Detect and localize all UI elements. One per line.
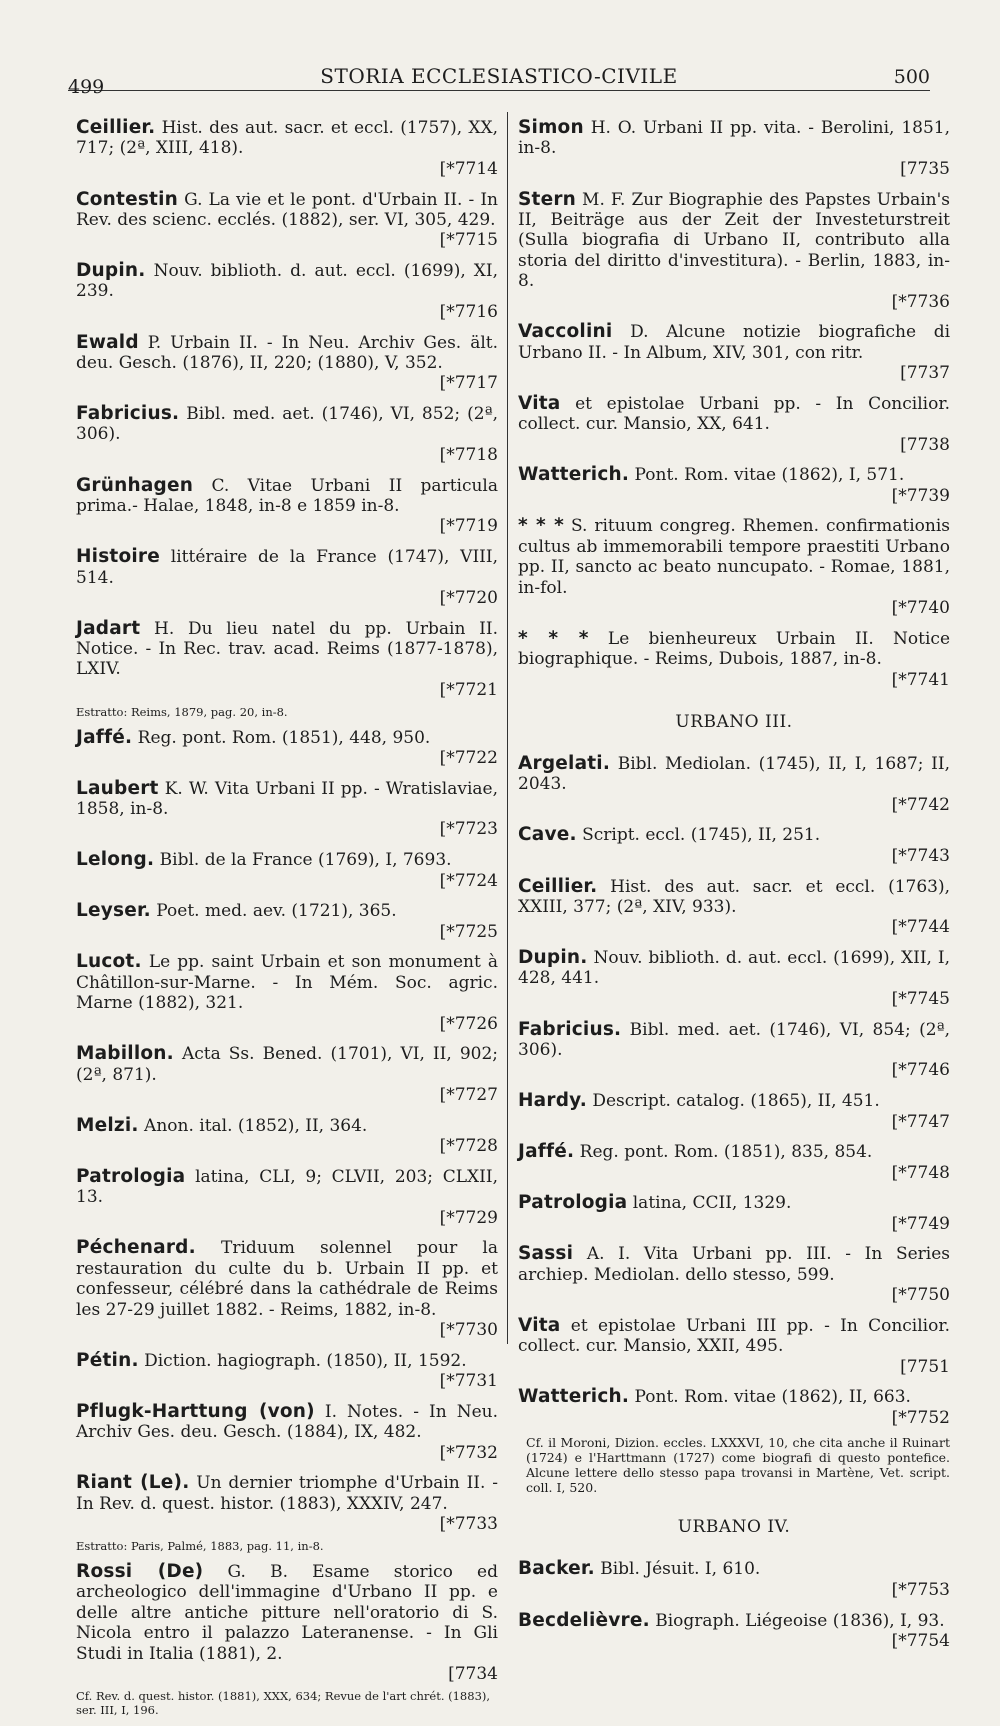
- entry-author: Watterich.: [518, 464, 630, 486]
- entry-author: Dupin.: [76, 260, 146, 282]
- entry-text: K. W. Vita Urbani II pp. - Wratislaviae, 1858, in-8.: [76, 778, 498, 820]
- entry-text: Poet. med. aev. (1721), 365.: [156, 901, 397, 922]
- entry-author: Histoire: [76, 546, 161, 568]
- entry-text: G. B. Esame storico ed archeologico dell'immagine d'Urbano II pp. e delle altre antiche pitture nell'oratorio di S. Nicola entro il palazzo Lateranense. - In Gli Studi in Italia (1881), 2.: [76, 1561, 498, 1664]
- entry-text: S. rituum congreg. Rhemen. confirmationis cultus ab immemorabili tempore praestiti Urbano pp. II, sancto ac beato nuncupato. - Romae, 1881, in-fol.: [518, 516, 951, 598]
- entry-reference-number: [*7739: [891, 485, 950, 506]
- entry-reference-number: [*7744: [891, 917, 950, 938]
- entry-author: Laubert: [76, 777, 159, 799]
- entry-text: C. Vitae Urbani II particula prima.- Halae, 1848, in-8 e 1859 in-8.: [76, 475, 498, 516]
- entry-author: Vita: [518, 392, 561, 414]
- entry-reference-number: [*7728: [439, 1136, 498, 1157]
- entry-text: M. F. Zur Biographie des Papstes Urbain's II, Beiträge aus der Zeit der Investeturstreit (Sulla biografia di Urbano II, contributo alla storia del diritto d'investitura). - Berlin, 1883, in-8.: [518, 189, 951, 292]
- entry-reference-number: [*7720: [439, 587, 498, 608]
- entry-reference-number: [7734: [448, 1663, 498, 1684]
- bibliography-entry: [518, 118, 950, 179]
- entry-author: Vita: [518, 1314, 561, 1336]
- entry-reference-number: [*7714: [439, 158, 498, 179]
- entry-text: littéraire de la France (1747), VIII, 514.: [76, 547, 498, 588]
- bibliography-entry: [518, 825, 950, 866]
- entry-note: Estratto: Paris, Palmé, 1883, pag. 11, in-8.: [76, 1538, 324, 1553]
- entry-author: Dupin.: [518, 947, 588, 969]
- entry-author: Becdelièvre.: [518, 1609, 650, 1631]
- entry-reference-number: [*7730: [439, 1320, 498, 1341]
- entry-author: Backer.: [518, 1558, 595, 1580]
- bibliography-entry: [518, 1244, 950, 1305]
- bibliography-entry: [518, 322, 950, 383]
- entry-reference-number: [*7736: [891, 291, 950, 312]
- entry-author: Péchenard.: [76, 1237, 196, 1259]
- bibliography-entry: [76, 118, 498, 179]
- entry-author: Simon: [518, 117, 584, 138]
- bibliography-entry: [518, 1020, 950, 1081]
- bibliography-entry: [76, 779, 498, 840]
- bibliography-entry: [518, 1142, 950, 1183]
- entry-author: Ewald: [76, 331, 139, 353]
- running-title: STORIA ECCLESIASTICO-CIVILE: [320, 64, 678, 88]
- entry-text: Bibl. Mediolan. (1745), II, I, 1687; II, 2043.: [518, 753, 951, 795]
- entry-reference-number: [*7753: [891, 1579, 950, 1600]
- bibliography-entry: [518, 190, 950, 312]
- entry-reference-number: [*7715: [439, 230, 498, 251]
- bibliography-entry: [76, 404, 498, 465]
- bibliography-entry: [76, 333, 498, 394]
- entry-reference-number: [*7725: [439, 921, 498, 942]
- entry-author: Fabricius.: [76, 403, 180, 425]
- entry-author: Jaffé.: [518, 1141, 575, 1163]
- entry-reference-number: [7751: [900, 1356, 950, 1377]
- entry-reference-number: [*7748: [891, 1162, 950, 1183]
- entry-author: Fabricius.: [518, 1018, 622, 1040]
- bibliography-entry: [76, 1044, 498, 1105]
- bibliography-entry: [518, 754, 950, 815]
- entry-reference-number: [*7750: [891, 1285, 950, 1306]
- entry-author: Ceillier.: [518, 875, 598, 897]
- entry-text: Acta Ss. Bened. (1701), VI, II, 902; (2ª, 871).: [76, 1044, 498, 1085]
- entry-author: Lucot.: [76, 951, 142, 973]
- bibliography-entry: [518, 516, 950, 618]
- entry-author: Jadart: [76, 617, 141, 639]
- entry-reference-number: [*7716: [439, 301, 498, 322]
- running-header: [68, 58, 930, 98]
- entry-reference-number: [7735: [900, 158, 950, 179]
- entry-reference-number: [*7749: [891, 1213, 950, 1234]
- entry-reference-number: [*7746: [891, 1060, 950, 1081]
- entry-text: Bibl. med. aet. (1746), VI, 854; (2ª, 306).: [518, 1019, 951, 1060]
- entry-author: Hardy.: [518, 1090, 587, 1112]
- urbano-iii-entries: [518, 754, 950, 1428]
- entry-reference-number: [*7727: [439, 1085, 498, 1106]
- entry-reference-number: [*7747: [891, 1111, 950, 1132]
- bibliography-entry: [76, 901, 498, 942]
- bibliography-entry: [76, 619, 498, 701]
- bibliography-entry: [76, 1238, 498, 1340]
- left-column: [76, 118, 498, 1726]
- entry-text: Nouv. biblioth. d. aut. eccl. (1699), XI, 239.: [76, 261, 499, 302]
- entry-author: Lelong.: [76, 849, 155, 871]
- entry-text: Descript. catalog. (1865), II, 451.: [592, 1091, 880, 1112]
- column-divider: [507, 112, 508, 1344]
- bibliography-entry: [518, 877, 950, 938]
- bibliography-entry: [76, 1116, 498, 1157]
- entry-text: Script. eccl. (1745), II, 251.: [582, 825, 821, 846]
- bibliography-entry: [76, 1351, 498, 1392]
- bibliography-entry: [518, 629, 950, 690]
- urbano-iii-note: Cf. il Moroni, Dizion. eccles. LXXXVI, 10, che cita anche il Ruinart (1724) e l'Harttmann (1727) come biografi di questo pontefice. Alcune lettere dello stesso papa trovansi in Martène, Vet. script. coll. I, 520.: [526, 1434, 950, 1496]
- bibliography-entry: [76, 1167, 498, 1228]
- entry-author: Ceillier.: [76, 117, 156, 138]
- entry-text: Reg. pont. Rom. (1851), 448, 950.: [137, 727, 431, 748]
- bibliography-entry: [76, 476, 498, 537]
- entry-author: Jaffé.: [76, 726, 133, 748]
- section-heading-urbano-iii: URBANO III.: [675, 711, 793, 732]
- entry-reference-number: [*7731: [439, 1371, 498, 1392]
- entry-author: Mabillon.: [76, 1043, 174, 1065]
- entry-author: Argelati.: [518, 752, 611, 774]
- entry-text: Nouv. biblioth. d. aut. eccl. (1699), XII, I, 428, 441.: [518, 948, 950, 989]
- bibliography-entry: [76, 261, 498, 322]
- entry-author: Rossi (De): [76, 1560, 204, 1582]
- entry-reference-number: [*7729: [439, 1207, 498, 1228]
- entry-reference-number: [*7724: [439, 870, 498, 891]
- entry-reference-number: [*7726: [439, 1013, 498, 1034]
- right-column: [518, 118, 950, 1662]
- entry-reference-number: [*7719: [439, 516, 498, 537]
- entry-author: * * *: [518, 627, 589, 649]
- entry-author: * * *: [518, 515, 564, 537]
- bibliography-entry: [76, 1473, 498, 1534]
- entry-reference-number: [7738: [900, 434, 950, 455]
- bibliography-entry: [76, 1402, 498, 1463]
- entry-author: Pflugk-Harttung (von): [76, 1400, 315, 1422]
- entry-text: P. Urbain II. - In Neu. Archiv Ges. ält. deu. Gesch. (1876), II, 220; (1880), V, 352.: [76, 332, 498, 373]
- entry-text: Bibl. de la France (1769), I, 7693.: [159, 850, 452, 871]
- entry-reference-number: [*7740: [891, 598, 950, 619]
- entry-text: latina, CLI, 9; CLVII, 203; CLXII, 13.: [76, 1166, 498, 1208]
- bibliography-entry: [518, 948, 950, 1009]
- entry-author: Leyser.: [76, 900, 151, 922]
- entry-text: Anon. ital. (1852), II, 364.: [144, 1115, 368, 1136]
- entry-text: Biograph. Liégeoise (1836), I, 93.: [655, 1610, 945, 1631]
- entry-text: G. La vie et le pont. d'Urbain II. - In Rev. des scienc. ecclés. (1882), ser. VI, 305, 429.: [76, 189, 498, 230]
- entry-reference-number: [*7754: [891, 1630, 950, 1651]
- entry-text: Le bienheureux Urbain II. Notice biographique. - Reims, Dubois, 1887, in-8.: [518, 628, 951, 670]
- entry-text: D. Alcune notizie biografiche di Urbano II. - In Album, XIV, 301, con ritr.: [518, 322, 951, 363]
- entry-text: Diction. hagiograph. (1850), II, 1592.: [144, 1350, 467, 1371]
- entry-author: Grünhagen: [76, 474, 194, 496]
- urbano-iv-entries: [518, 1559, 950, 1651]
- entry-reference-number: [*7733: [439, 1514, 498, 1535]
- bibliography-entry: [518, 1316, 950, 1377]
- bibliography-entry: [76, 547, 498, 608]
- bibliography-entry: [518, 1387, 950, 1428]
- entry-reference-number: [*7718: [439, 444, 498, 465]
- entry-text: et epistolae Urbani pp. - In Concilior. collect. cur. Mansio, XX, 641.: [518, 393, 950, 435]
- entry-text: Bibl. med. aet. (1746), VI, 852; (2ª, 306).: [76, 404, 499, 445]
- page-number-left: 499: [68, 76, 105, 98]
- entry-reference-number: [*7742: [891, 794, 950, 815]
- bibliography-entry: [76, 190, 498, 251]
- entry-author: Melzi.: [76, 1114, 139, 1136]
- entry-reference-number: [*7752: [891, 1407, 950, 1428]
- entry-reference-number: [*7745: [891, 988, 950, 1009]
- entry-text: latina, CCII, 1329.: [632, 1193, 792, 1214]
- bibliography-entry: [518, 465, 950, 506]
- entry-reference-number: [*7717: [439, 373, 498, 394]
- entry-text: H. O. Urbani II pp. vita. - Berolini, 1851, in-8.: [518, 118, 950, 159]
- entry-reference-number: [*7721: [439, 679, 498, 700]
- entry-note: Cf. Rev. d. quest. histor. (1881), XXX, 634; Revue de l'art chrét. (1883), ser. III, I, 196.: [76, 1688, 491, 1717]
- entry-author: Stern: [518, 188, 577, 210]
- urbano-ii-entries-continued: [518, 118, 950, 690]
- entry-text: Hist. des aut. sacr. et eccl. (1763), XXIII, 377; (2ª, XIV, 933).: [518, 876, 950, 917]
- entry-text: H. Du lieu natel du pp. Urbain II. Notice. - In Rec. trav. acad. Reims (1877-1878), LXIV.: [76, 618, 499, 680]
- entry-reference-number: [*7732: [439, 1442, 498, 1463]
- entry-text: I. Notes. - In Neu. Archiv Ges. deu. Gesch. (1884), IX, 482.: [76, 1401, 499, 1443]
- entry-text: et epistolae Urbani III pp. - In Concilior. collect. cur. Mansio, XXII, 495.: [518, 1315, 950, 1357]
- entry-text: Pont. Rom. vitae (1862), II, 663.: [634, 1387, 911, 1408]
- bibliography-entry: [518, 1559, 950, 1600]
- entry-note: Estratto: Reims, 1879, pag. 20, in-8.: [76, 704, 288, 719]
- bibliography-entry: [76, 1562, 498, 1684]
- entry-author: Contestin: [76, 188, 179, 210]
- entry-text: Pont. Rom. vitae (1862), I, 571.: [634, 465, 905, 486]
- bibliography-entry: [518, 1611, 950, 1652]
- entry-author: Riant (Le).: [76, 1472, 190, 1494]
- entry-reference-number: [*7743: [891, 845, 950, 866]
- entry-author: Patrologia: [76, 1165, 186, 1187]
- entry-reference-number: [*7741: [891, 669, 950, 690]
- entry-text: Un dernier triomphe d'Urbain II. - In Rev. d. quest. histor. (1883), XXXIV, 247.: [76, 1473, 499, 1514]
- bibliography-entry: [76, 850, 498, 891]
- entry-text: Bibl. Jésuit. I, 610.: [600, 1559, 761, 1580]
- page-number-right: 500: [893, 66, 930, 88]
- entry-reference-number: [*7723: [439, 819, 498, 840]
- entry-author: Sassi: [518, 1243, 574, 1265]
- entry-text: A. I. Vita Urbani pp. III. - In Series archiep. Mediolan. dello stesso, 599.: [518, 1244, 950, 1285]
- section-heading-urbano-iv: URBANO IV.: [677, 1517, 791, 1538]
- entry-text: Triduum solennel pour la restauration du culte du b. Urbain II pp. et confesseur, célébré dans la cathédrale de Reims les 27-29 juillet 1882. - Reims, 1882, in-8.: [76, 1238, 498, 1320]
- bibliography-entry: [518, 1193, 950, 1234]
- entry-text: Hist. des aut. sacr. et eccl. (1757), XX, 717; (2ª, XIII, 418).: [76, 118, 498, 159]
- entry-reference-number: [7737: [900, 363, 950, 384]
- entry-text: Reg. pont. Rom. (1851), 835, 854.: [579, 1142, 873, 1163]
- bibliography-entry: [518, 394, 950, 455]
- entry-author: Pétin.: [76, 1349, 139, 1371]
- bibliography-entry: [76, 952, 498, 1034]
- bibliography-entry: [518, 1091, 950, 1132]
- bibliography-entry: [76, 728, 498, 769]
- entry-author: Patrologia: [518, 1192, 628, 1214]
- entry-author: Vaccolini: [518, 321, 613, 343]
- entry-author: Watterich.: [518, 1386, 630, 1408]
- entry-reference-number: [*7722: [439, 747, 498, 768]
- entry-author: Cave.: [518, 824, 577, 846]
- entry-text: Le pp. saint Urbain et son monument à Châtillon-sur-Marne. - In Mém. Soc. agric. Marne (1882), 321.: [76, 952, 498, 1014]
